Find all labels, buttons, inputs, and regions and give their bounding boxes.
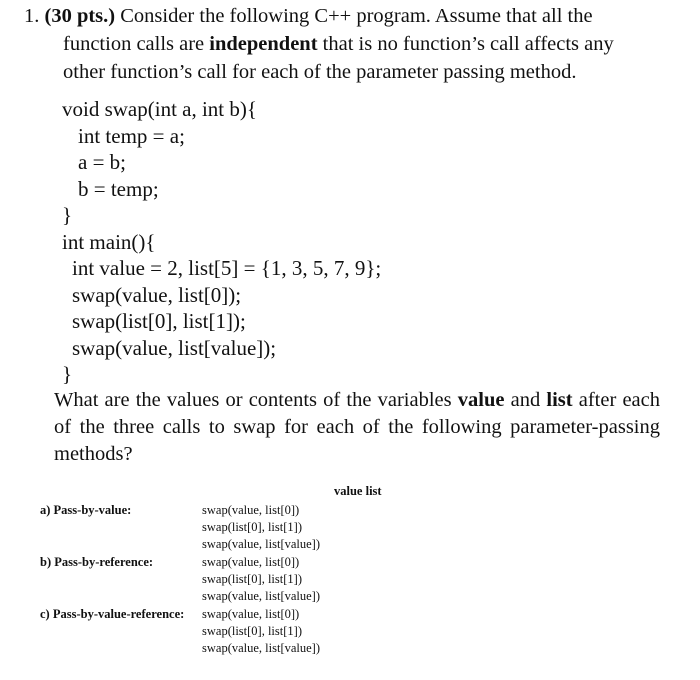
code-line: a = b; [78,150,126,174]
question-line-1 [24,2,664,30]
method-pass-by-value: a) Pass-by-value: [40,503,132,517]
question-emphasis-independent: independent [209,33,318,55]
method-pass-by-value-reference: c) Pass-by-value-reference: [40,607,185,621]
call-row: swap(list[0], list[1]) [202,520,302,534]
call-row: swap(value, list[0]) [202,607,300,621]
question-text [24,2,664,86]
question-number: 1. [24,5,40,27]
prompt-pre: What are the values or contents of the variables [54,389,458,411]
prompt-post: after each of the three calls to swap for each of the following parameter-passing methods? [54,389,661,465]
call-row: swap(value, list[0]) [202,503,300,517]
call-row: swap(value, list[value]) [202,537,321,551]
table-header: value list [334,484,382,498]
question-line-2-post: that is no function’s call affects any [317,33,614,55]
code-line: swap(value, list[0]); [72,282,242,307]
code-line: } [62,362,73,386]
code-line: b = temp; [78,176,159,201]
prompt-var-value: value [457,389,505,411]
question-line-2-pre: function calls are [63,33,210,55]
code-line: swap(value, list[value]); [72,335,277,360]
method-pass-by-reference: b) Pass-by-reference: [40,555,154,569]
question-line-3: other function’s call for each of the parameter passing method. [63,61,577,83]
call-row: swap(list[0], list[1]) [202,624,302,638]
prompt-var-list: list [546,389,573,411]
call-row: swap(value, list[value]) [202,589,321,603]
code-line: swap(list[0], list[1]); [72,309,246,333]
question-points: (30 pts.) [44,5,116,27]
prompt-text [54,387,660,468]
code-line: } [62,203,73,227]
call-row: swap(value, list[0]) [202,555,300,569]
code-line: int temp = a; [78,123,185,148]
code-line: int value = 2, list[5] = {1, 3, 5, 7, 9}; [72,256,382,280]
question-line-1-text: Consider the following C++ program. Assume that all the [120,5,593,27]
code-block [62,96,381,388]
call-row: swap(list[0], list[1]) [202,572,302,586]
question-line-2 [24,30,664,58]
prompt-mid: and [504,389,547,411]
code-line: void swap(int a, int b){ [62,97,257,121]
call-row: swap(value, list[value]) [202,641,321,655]
code-line: int main(){ [62,229,156,254]
